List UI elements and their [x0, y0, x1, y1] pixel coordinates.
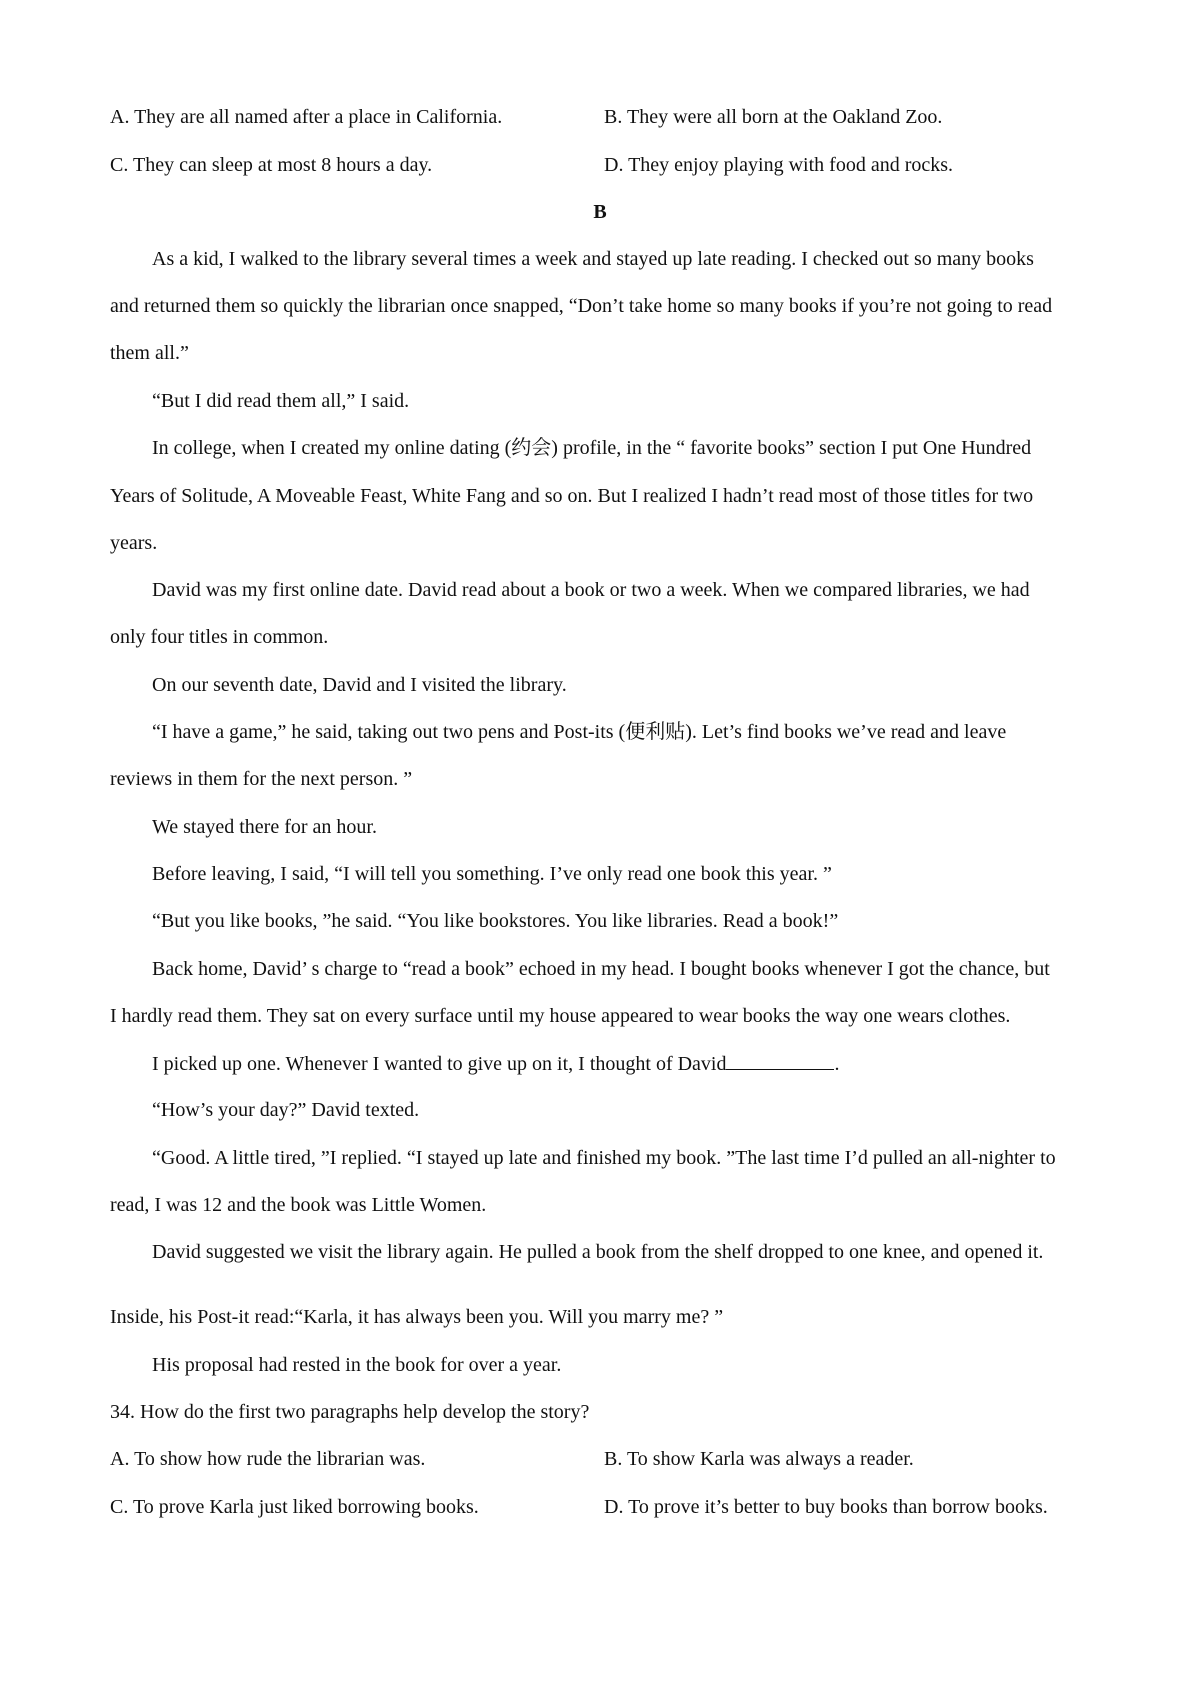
paragraph-line-with-blank	[152, 1051, 839, 1076]
paragraph-line: “I have a game,” he said, taking out two pens and Post-its (便利贴). Let’s find books we’ve read and leave	[152, 721, 1007, 743]
paragraph-line: On our seventh date, David and I visited the library.	[152, 674, 567, 696]
q34-option-b: B. To show Karla was always a reader.	[604, 1448, 914, 1470]
paragraph-line: His proposal had rested in the book for over a year.	[152, 1354, 562, 1376]
section-heading: B	[593, 201, 607, 223]
paragraph-line: “How’s your day?” David texted.	[152, 1099, 420, 1121]
paragraph-line: David suggested we visit the library again. He pulled a book from the shelf dropped to one knee, and opened it.	[152, 1241, 1044, 1263]
paragraph-line: “Good. A little tired, ”I replied. “I stayed up late and finished my book. ”The last time I’d pulled an all-nighter to	[152, 1147, 1056, 1169]
answer-blank	[726, 1051, 834, 1070]
paragraph-line: Years of Solitude, A Moveable Feast, White Fang and so on. But I realized I hadn’t read most of those titles for two	[110, 485, 1034, 507]
option-b: B. They were all born at the Oakland Zoo.	[604, 106, 943, 128]
paragraph-line: them all.”	[110, 342, 189, 364]
paragraph-line: Back home, David’ s charge to “read a book” echoed in my head. I bought books whenever I got the chance, but	[152, 958, 1050, 980]
q34-option-a: A. To show how rude the librarian was.	[110, 1448, 426, 1470]
question-stem: 34. How do the first two paragraphs help develop the story?	[110, 1401, 590, 1423]
paragraph-line: only four titles in common.	[110, 626, 329, 648]
paragraph-line: David was my first online date. David read about a book or two a week. When we compared libraries, we had	[152, 579, 1030, 601]
sentence-text: I picked up one. Whenever I wanted to give up on it, I thought of David	[152, 1053, 727, 1075]
paragraph-line: reviews in them for the next person. ”	[110, 768, 413, 790]
paragraph-line: I hardly read them. They sat on every surface until my house appeared to wear books the way one wears clothes.	[110, 1005, 1011, 1027]
paragraph-line: In college, when I created my online dating (约会) profile, in the “ favorite books” section I put One Hundred	[152, 437, 1032, 459]
paragraph-line: Before leaving, I said, “I will tell you something. I’ve only read one book this year. ”	[152, 863, 832, 885]
option-d: D. They enjoy playing with food and rocks.	[604, 154, 954, 176]
option-a: A. They are all named after a place in California.	[110, 106, 503, 128]
q34-option-c: C. To prove Karla just liked borrowing books.	[110, 1496, 479, 1518]
sentence-end: .	[834, 1053, 840, 1075]
q34-option-d: D. To prove it’s better to buy books than borrow books.	[604, 1496, 1048, 1518]
paragraph-line: As a kid, I walked to the library several times a week and stayed up late reading. I checked out so many books	[152, 248, 1034, 270]
paragraph-line: read, I was 12 and the book was Little Women.	[110, 1194, 487, 1216]
paragraph-line: years.	[110, 532, 158, 554]
paragraph-line: “But you like books, ”he said. “You like bookstores. You like libraries. Read a book!”	[152, 910, 839, 932]
paragraph-line: We stayed there for an hour.	[152, 816, 377, 838]
paragraph-line: and returned them so quickly the librarian once snapped, “Don’t take home so many books if you’re not going to read	[110, 295, 1053, 317]
option-c: C. They can sleep at most 8 hours a day.	[110, 154, 433, 176]
paragraph-line: Inside, his Post-it read:“Karla, it has always been you. Will you marry me? ”	[110, 1306, 724, 1328]
paragraph-line: “But I did read them all,” I said.	[152, 390, 410, 412]
